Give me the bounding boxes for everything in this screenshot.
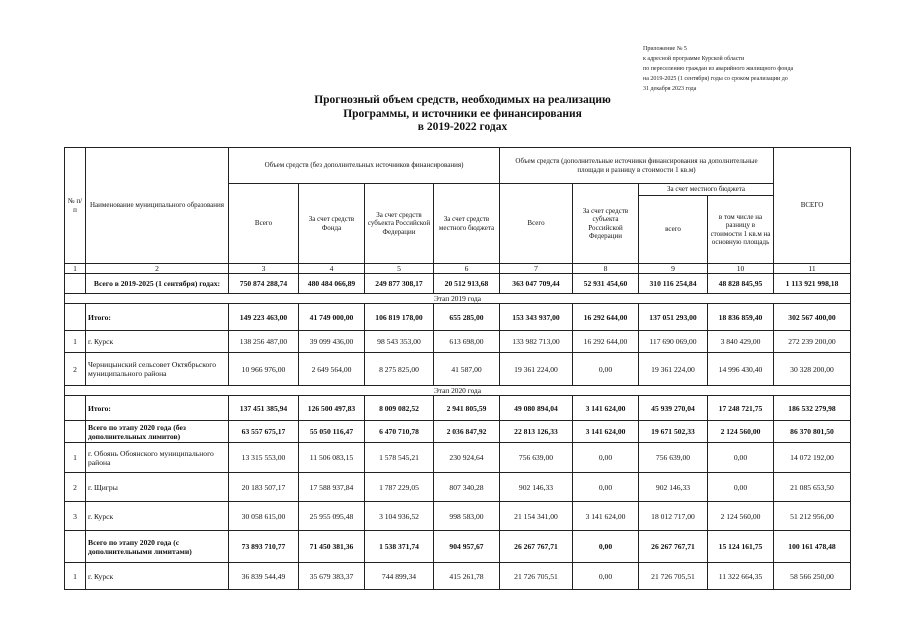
- table-row: [65, 563, 851, 590]
- row-number: 1: [65, 563, 86, 590]
- header-name: Наименование муниципального образования: [86, 148, 229, 264]
- stage-row: [65, 386, 851, 396]
- appendix-note: [643, 44, 883, 94]
- header-extra-total: Всего: [500, 184, 573, 264]
- row-value: 19 361 224,00: [639, 353, 708, 386]
- header-num: № п/п: [65, 148, 86, 264]
- row-value: 902 146,33: [639, 473, 708, 502]
- appendix-line: Приложение № 5: [643, 46, 687, 52]
- row-value: 106 819 178,00: [365, 304, 434, 331]
- row-value: 63 557 675,17: [229, 421, 299, 443]
- header-extra-local-total: всего: [639, 196, 708, 264]
- header-extra-local-diff: в том числе на разницу в стоимости 1 кв.м на основную площадь: [708, 196, 774, 264]
- row-value: 310 116 254,84: [639, 274, 708, 294]
- title-line: Программы, и источники ее финансирования: [343, 107, 582, 120]
- row-value: 41 587,00: [434, 353, 500, 386]
- row-value: 21 726 705,51: [639, 563, 708, 590]
- row-value: 30 328 200,00: [774, 353, 851, 386]
- appendix-line: на 2019-2025 (1 сентября) годы со сроком реализации до: [643, 76, 788, 82]
- row-value: 18 836 859,40: [708, 304, 774, 331]
- row-value: 998 583,00: [434, 502, 500, 531]
- row-value: 902 146,33: [500, 473, 573, 502]
- row-value: 415 261,78: [434, 563, 500, 590]
- row-value: 58 566 250,00: [774, 563, 851, 590]
- col-number: 6: [434, 264, 500, 274]
- row-value: 153 343 937,00: [500, 304, 573, 331]
- row-number: 3: [65, 502, 86, 531]
- row-value: 18 012 717,00: [639, 502, 708, 531]
- row-value: 2 649 564,00: [299, 353, 365, 386]
- table-row: [65, 502, 851, 531]
- row-value: 1 787 229,05: [365, 473, 434, 502]
- summary-row: [65, 274, 851, 294]
- table-header: [65, 148, 851, 274]
- row-value: 149 223 463,00: [229, 304, 299, 331]
- row-value: 51 212 956,00: [774, 502, 851, 531]
- row-value: 0,00: [573, 443, 639, 473]
- row-value: 98 543 353,00: [365, 331, 434, 353]
- row-value: 137 051 293,00: [639, 304, 708, 331]
- row-value: 0,00: [708, 443, 774, 473]
- row-value: 86 370 801,50: [774, 421, 851, 443]
- row-value: 73 893 710,77: [229, 531, 299, 563]
- row-value: 16 292 644,00: [573, 331, 639, 353]
- row-value: 20 512 913,68: [434, 274, 500, 294]
- row-value: 45 939 270,04: [639, 396, 708, 421]
- row-value: 756 639,00: [500, 443, 573, 473]
- col-number: 7: [500, 264, 573, 274]
- row-number: [65, 396, 86, 421]
- row-number: [65, 274, 86, 294]
- table-row: [65, 331, 851, 353]
- table-body: [65, 274, 851, 590]
- row-value: 19 361 224,00: [500, 353, 573, 386]
- row-label: Всего по этапу 2020 года (без дополнительных лимитов): [86, 421, 229, 443]
- row-label: г. Курск: [86, 331, 229, 353]
- row-value: 22 813 126,33: [500, 421, 573, 443]
- row-number: 1: [65, 331, 86, 353]
- title-line: Прогнозный объем средств, необходимых на реализацию: [314, 94, 611, 106]
- row-value: 904 957,67: [434, 531, 500, 563]
- row-value: 3 141 624,00: [573, 502, 639, 531]
- header-base-fund: За счет средств Фонда: [299, 184, 365, 264]
- row-value: 363 047 709,44: [500, 274, 573, 294]
- row-value: 14 072 192,00: [774, 443, 851, 473]
- col-number: 3: [229, 264, 299, 274]
- stage-title: Этап 2019 года: [65, 294, 851, 304]
- funding-table: [64, 147, 851, 590]
- stage-total-row: [65, 396, 851, 421]
- header-total: ВСЕГО: [774, 148, 851, 264]
- row-value: 19 671 502,33: [639, 421, 708, 443]
- row-value: 117 690 069,00: [639, 331, 708, 353]
- col-number: 11: [774, 264, 851, 274]
- row-value: 2 124 560,00: [708, 421, 774, 443]
- col-number: 8: [573, 264, 639, 274]
- row-value: 2 124 560,00: [708, 502, 774, 531]
- column-number-row: [65, 264, 851, 274]
- stage-total-row: [65, 304, 851, 331]
- row-value: 11 322 664,35: [708, 563, 774, 590]
- row-label: г. Курск: [86, 502, 229, 531]
- row-value: 0,00: [573, 563, 639, 590]
- row-value: 39 099 436,00: [299, 331, 365, 353]
- header-base-total: Всего: [229, 184, 299, 264]
- row-value: 71 450 381,36: [299, 531, 365, 563]
- row-number: 2: [65, 473, 86, 502]
- header-base-local: За счет средств местного бюджета: [434, 184, 500, 264]
- row-value: 3 141 624,00: [573, 396, 639, 421]
- row-value: 126 500 497,83: [299, 396, 365, 421]
- row-value: 756 639,00: [639, 443, 708, 473]
- row-value: 133 982 713,00: [500, 331, 573, 353]
- row-value: 3 840 429,00: [708, 331, 774, 353]
- row-number: 2: [65, 353, 86, 386]
- stage-title: Этап 2020 года: [65, 386, 851, 396]
- col-number: 2: [86, 264, 229, 274]
- row-value: 744 899,34: [365, 563, 434, 590]
- row-label: г. Курск: [86, 563, 229, 590]
- row-value: 26 267 767,71: [500, 531, 573, 563]
- row-value: 21 726 705,51: [500, 563, 573, 590]
- header-group-base: Объем средств (без дополнительных источников финансирования): [229, 148, 500, 184]
- row-value: 0,00: [573, 473, 639, 502]
- row-label: Всего по этапу 2020 года (с дополнительными лимитами): [86, 531, 229, 563]
- row-value: 55 050 116,47: [299, 421, 365, 443]
- row-value: 49 080 894,04: [500, 396, 573, 421]
- col-number: 10: [708, 264, 774, 274]
- row-value: 6 470 710,78: [365, 421, 434, 443]
- header-group-extra: Объем средств (дополнительные источники финансирования на дополнительные площади и разницу в стоимости 1 кв.м): [500, 148, 774, 184]
- row-value: 52 931 454,60: [573, 274, 639, 294]
- table-row: [65, 353, 851, 386]
- row-value: 138 256 487,00: [229, 331, 299, 353]
- table-row: [65, 443, 851, 473]
- row-value: 30 058 615,00: [229, 502, 299, 531]
- row-value: 21 154 341,00: [500, 502, 573, 531]
- row-value: 41 749 000,00: [299, 304, 365, 331]
- row-value: 16 292 644,00: [573, 304, 639, 331]
- row-number: 1: [65, 443, 86, 473]
- header-extra-local-group: За счет местного бюджета: [639, 184, 774, 196]
- row-value: 3 104 936,52: [365, 502, 434, 531]
- appendix-line: 31 декабря 2023 года: [643, 86, 697, 92]
- stage-row: [65, 294, 851, 304]
- row-value: 186 532 279,98: [774, 396, 851, 421]
- row-value: 272 239 200,00: [774, 331, 851, 353]
- row-value: 15 124 161,75: [708, 531, 774, 563]
- row-label: Итого:: [86, 396, 229, 421]
- row-value: 750 874 288,74: [229, 274, 299, 294]
- row-value: 36 839 544,49: [229, 563, 299, 590]
- row-value: 8 275 825,00: [365, 353, 434, 386]
- header-base-subject: За счет средств субъекта Российской Федерации: [365, 184, 434, 264]
- row-number: [65, 531, 86, 563]
- row-value: 11 506 083,15: [299, 443, 365, 473]
- row-value: 10 966 976,00: [229, 353, 299, 386]
- header-extra-subject: За счет средств субъекта Российской Федерации: [573, 184, 639, 264]
- col-number: 4: [299, 264, 365, 274]
- row-value: 1 113 921 998,18: [774, 274, 851, 294]
- row-value: 17 588 937,84: [299, 473, 365, 502]
- row-label: г. Щигры: [86, 473, 229, 502]
- row-value: 17 248 721,75: [708, 396, 774, 421]
- row-value: 249 877 308,17: [365, 274, 434, 294]
- document-title: [0, 94, 905, 135]
- row-value: 25 955 095,48: [299, 502, 365, 531]
- row-value: 21 085 653,50: [774, 473, 851, 502]
- row-value: 14 996 430,40: [708, 353, 774, 386]
- row-value: 613 698,00: [434, 331, 500, 353]
- row-label: Всего в 2019-2025 (1 сентября) годах:: [86, 274, 229, 294]
- row-label: Черницынский сельсовет Октябрьского муниципального района: [86, 353, 229, 386]
- row-value: 3 141 624,00: [573, 421, 639, 443]
- subtotal-row: [65, 421, 851, 443]
- row-value: 0,00: [573, 531, 639, 563]
- col-number: 5: [365, 264, 434, 274]
- row-value: 2 941 805,59: [434, 396, 500, 421]
- row-value: 137 451 385,94: [229, 396, 299, 421]
- col-number: 9: [639, 264, 708, 274]
- row-value: 655 285,00: [434, 304, 500, 331]
- row-label: г. Обоянь Обоянского муниципального района: [86, 443, 229, 473]
- row-value: 230 924,64: [434, 443, 500, 473]
- row-value: 0,00: [573, 353, 639, 386]
- row-value: 2 036 847,92: [434, 421, 500, 443]
- row-value: 20 183 507,17: [229, 473, 299, 502]
- row-value: 26 267 767,71: [639, 531, 708, 563]
- appendix-line: к адресной программе Курской области: [643, 56, 745, 62]
- row-value: 100 161 478,48: [774, 531, 851, 563]
- appendix-line: по переселению граждан из аварийного жилищного фонда: [643, 66, 794, 72]
- row-value: 1 538 371,74: [365, 531, 434, 563]
- row-value: 8 009 082,52: [365, 396, 434, 421]
- row-value: 35 679 383,37: [299, 563, 365, 590]
- title-line: в 2019-2022 годах: [417, 121, 508, 133]
- row-value: 48 828 845,95: [708, 274, 774, 294]
- row-value: 1 578 545,21: [365, 443, 434, 473]
- row-number: [65, 304, 86, 331]
- subtotal-row: [65, 531, 851, 563]
- row-label: Итого:: [86, 304, 229, 331]
- row-value: 480 484 066,89: [299, 274, 365, 294]
- row-value: 13 315 553,00: [229, 443, 299, 473]
- row-number: [65, 421, 86, 443]
- row-value: 302 567 400,00: [774, 304, 851, 331]
- row-value: 807 340,28: [434, 473, 500, 502]
- row-value: 0,00: [708, 473, 774, 502]
- col-number: 1: [65, 264, 86, 274]
- table-row: [65, 473, 851, 502]
